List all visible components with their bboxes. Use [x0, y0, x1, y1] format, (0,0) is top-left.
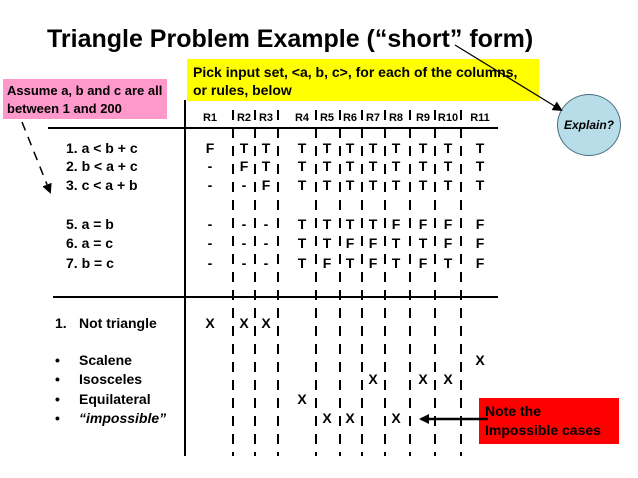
action-mark: X — [239, 315, 249, 331]
condition-cell: T — [322, 140, 332, 156]
condition-cell: T — [368, 140, 378, 156]
condition-label: 7. b = c — [66, 255, 114, 271]
condition-cell: T — [418, 177, 428, 193]
condition-cell: T — [368, 158, 378, 174]
condition-cell: T — [345, 177, 355, 193]
condition-cell: F — [368, 255, 378, 271]
condition-cell: T — [345, 255, 355, 271]
action-bullet: 1. — [55, 315, 67, 331]
condition-cell: T — [297, 158, 307, 174]
condition-cell: F — [475, 255, 485, 271]
condition-cell: - — [241, 177, 247, 193]
condition-cell: F — [368, 235, 378, 251]
condition-cell: T — [418, 140, 428, 156]
explain-label: Explain? — [563, 118, 614, 132]
condition-cell: T — [297, 235, 307, 251]
condition-cell: T — [297, 177, 307, 193]
condition-cell: T — [391, 177, 401, 193]
condition-cell: T — [261, 158, 271, 174]
action-mark: X — [322, 410, 332, 426]
condition-label: 1. a < b + c — [66, 140, 138, 156]
action-mark: X — [475, 352, 485, 368]
condition-cell: T — [475, 158, 485, 174]
condition-label: 5. a = b — [66, 216, 114, 232]
condition-cell: T — [345, 140, 355, 156]
action-label: Not triangle — [79, 315, 157, 331]
condition-cell: T — [391, 235, 401, 251]
condition-cell: F — [322, 255, 332, 271]
action-bullet: • — [55, 391, 60, 407]
condition-cell: F — [239, 158, 249, 174]
column-header-r4: R4 — [294, 112, 310, 124]
column-header-r11: R11 — [470, 112, 490, 124]
condition-cell: F — [205, 140, 215, 156]
action-label: “impossible” — [79, 410, 167, 426]
condition-cell: T — [322, 158, 332, 174]
action-mark: X — [391, 410, 401, 426]
action-mark: X — [261, 315, 271, 331]
condition-cell: T — [443, 177, 453, 193]
condition-cell: T — [322, 177, 332, 193]
action-label: Isosceles — [79, 371, 143, 387]
condition-cell: T — [239, 140, 249, 156]
condition-cell: F — [443, 235, 453, 251]
column-header-r1: R1 — [202, 112, 218, 124]
condition-cell: T — [418, 158, 428, 174]
condition-cell: F — [261, 177, 271, 193]
condition-cell: - — [263, 235, 269, 251]
action-label: Scalene — [79, 352, 132, 368]
condition-cell: F — [443, 216, 453, 232]
condition-label: 3. c < a + b — [66, 177, 138, 193]
condition-cell: - — [207, 216, 213, 232]
condition-cell: F — [418, 255, 428, 271]
pick-input-callout: Pick input set, <a, b, c>, for each of the columns, or rules, below — [187, 59, 539, 101]
condition-cell: F — [475, 216, 485, 232]
condition-cell: T — [418, 235, 428, 251]
column-header-r7: R7 — [365, 112, 381, 124]
condition-cell: T — [345, 216, 355, 232]
condition-cell: T — [443, 255, 453, 271]
action-mark: X — [418, 371, 428, 387]
action-bullet: • — [55, 410, 60, 426]
condition-cell: - — [207, 235, 213, 251]
condition-cell: - — [207, 158, 213, 174]
condition-cell: T — [297, 255, 307, 271]
condition-cell: T — [297, 216, 307, 232]
condition-cell: T — [443, 158, 453, 174]
condition-cell: - — [241, 255, 247, 271]
column-header-r9: R9 — [415, 112, 431, 124]
condition-cell: T — [368, 216, 378, 232]
action-label: Equilateral — [79, 391, 151, 407]
explain-pointer-arrow — [455, 45, 561, 110]
condition-cell: F — [345, 235, 355, 251]
condition-cell: - — [241, 235, 247, 251]
column-header-r10: R10 — [437, 112, 459, 124]
action-mark: X — [443, 371, 453, 387]
condition-cell: - — [263, 255, 269, 271]
condition-label: 6. a = c — [66, 235, 114, 251]
condition-cell: T — [475, 177, 485, 193]
action-mark: X — [368, 371, 378, 387]
impossible-note-callout: Note the Impossible cases — [479, 398, 619, 444]
action-bullet: • — [55, 371, 60, 387]
assume-callout: Assume a, b and c are all between 1 and 200 — [3, 79, 167, 119]
condition-cell: T — [261, 140, 271, 156]
condition-cell: F — [391, 216, 401, 232]
condition-cell: F — [418, 216, 428, 232]
condition-cell: F — [475, 235, 485, 251]
assume-pointer-arrow — [22, 122, 50, 192]
condition-cell: T — [322, 216, 332, 232]
condition-cell: - — [241, 216, 247, 232]
column-header-r2: R2 — [236, 112, 252, 124]
condition-cell: T — [443, 140, 453, 156]
condition-cell: T — [345, 158, 355, 174]
action-bullet: • — [55, 352, 60, 368]
condition-cell: T — [391, 158, 401, 174]
column-header-r8: R8 — [388, 112, 404, 124]
condition-cell: - — [207, 177, 213, 193]
column-header-r6: R6 — [342, 112, 358, 124]
action-mark: X — [345, 410, 355, 426]
condition-cell: T — [391, 255, 401, 271]
column-header-r3: R3 — [258, 112, 274, 124]
condition-cell: T — [475, 140, 485, 156]
condition-cell: T — [322, 235, 332, 251]
condition-cell: T — [391, 140, 401, 156]
action-mark: X — [205, 315, 215, 331]
condition-cell: - — [207, 255, 213, 271]
condition-cell: T — [297, 140, 307, 156]
slide-title: Triangle Problem Example (“short” form) — [47, 25, 534, 53]
action-mark: X — [297, 391, 307, 407]
condition-cell: T — [368, 177, 378, 193]
column-header-r5: R5 — [319, 112, 335, 124]
condition-cell: - — [263, 216, 269, 232]
condition-label: 2. b < a + c — [66, 158, 138, 174]
